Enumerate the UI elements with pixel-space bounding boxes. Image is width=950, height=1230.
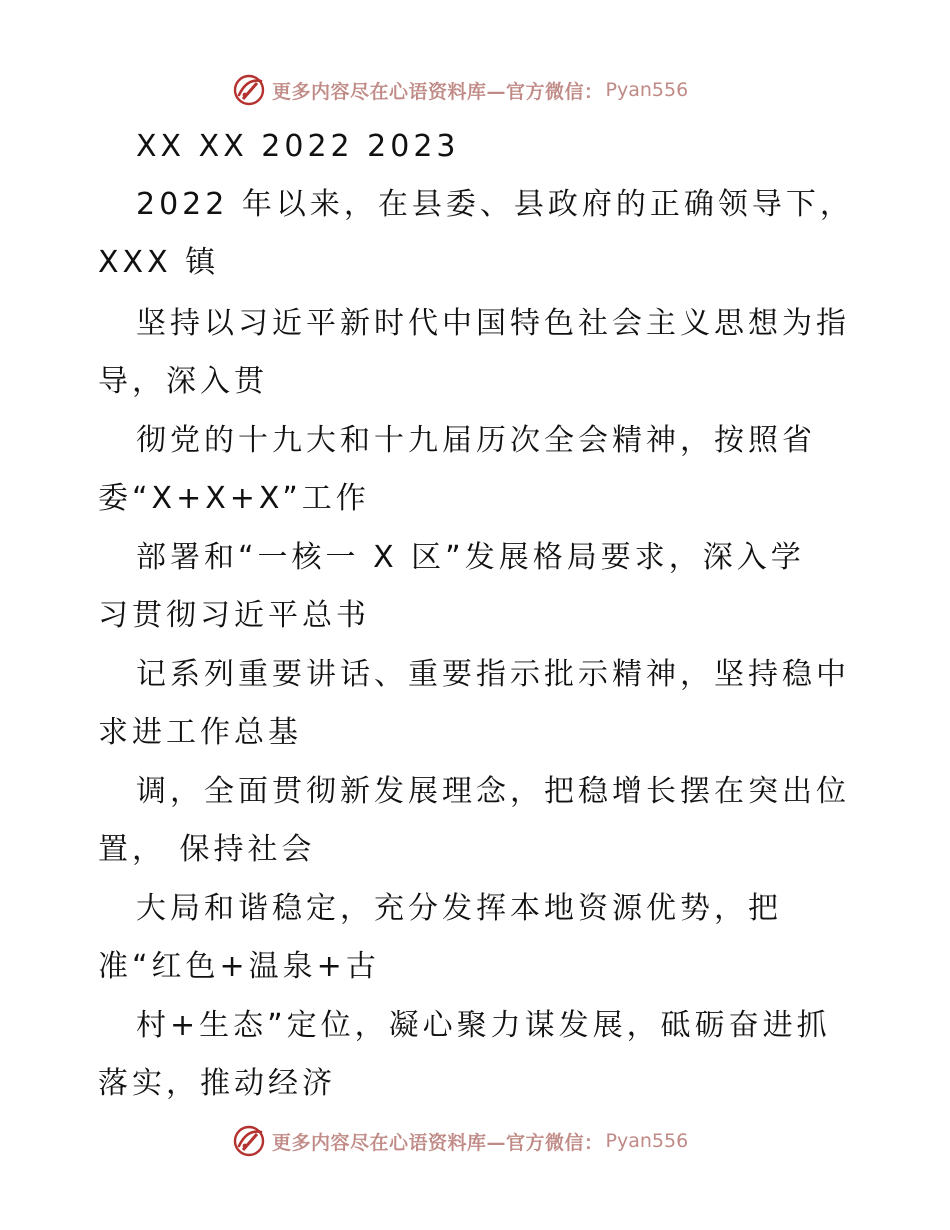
- footer-wechat-id: Pyan556: [605, 1130, 689, 1152]
- body-line: 导，深入贯: [98, 364, 268, 399]
- body-line: 2022 年以来，在县委、县政府的正确领导下，: [136, 187, 854, 222]
- body-line: 准“红色+温泉+古: [98, 949, 380, 984]
- body-line: 求进工作总基: [98, 715, 302, 750]
- header-wechat-id: Pyan556: [605, 79, 689, 101]
- body-line: 记系列重要讲话、重要指示批示精神，坚持稳中: [136, 657, 850, 692]
- footer-banner: [232, 1121, 688, 1161]
- body-line: 习贯彻习近平总书: [98, 598, 370, 633]
- body-line: 落实，推动经济: [98, 1066, 336, 1101]
- body-line: XX XX 2022 2023: [136, 129, 460, 164]
- body-line: 大局和谐稳定，充分发挥本地资源优势，把: [136, 891, 782, 926]
- brand-logo-icon: [232, 73, 266, 107]
- body-line: XXX 镇: [98, 245, 220, 280]
- footer-banner-text: 更多内容尽在心语资料库—官方微信：: [272, 1131, 604, 1154]
- body-line: 彻党的十九大和十九届历次全会精神，按照省: [136, 423, 816, 458]
- header-banner-text: 更多内容尽在心语资料库—官方微信：: [272, 80, 604, 103]
- brand-logo-icon: [232, 1124, 266, 1158]
- body-line: 调，全面贯彻新发展理念，把稳增长摆在突出位: [136, 774, 850, 809]
- body-line: 部署和“一核一 X 区”发展格局要求，深入学: [136, 540, 805, 575]
- body-line: 委“X+X+X”工作: [98, 481, 370, 516]
- body-line: 村+生态”定位，凝心聚力谋发展，砥砺奋进抓: [136, 1008, 831, 1043]
- header-banner: [232, 70, 688, 110]
- body-line: 坚持以习近平新时代中国特色社会主义思想为指: [136, 306, 850, 341]
- body-line: 置， 保持社会: [98, 832, 316, 867]
